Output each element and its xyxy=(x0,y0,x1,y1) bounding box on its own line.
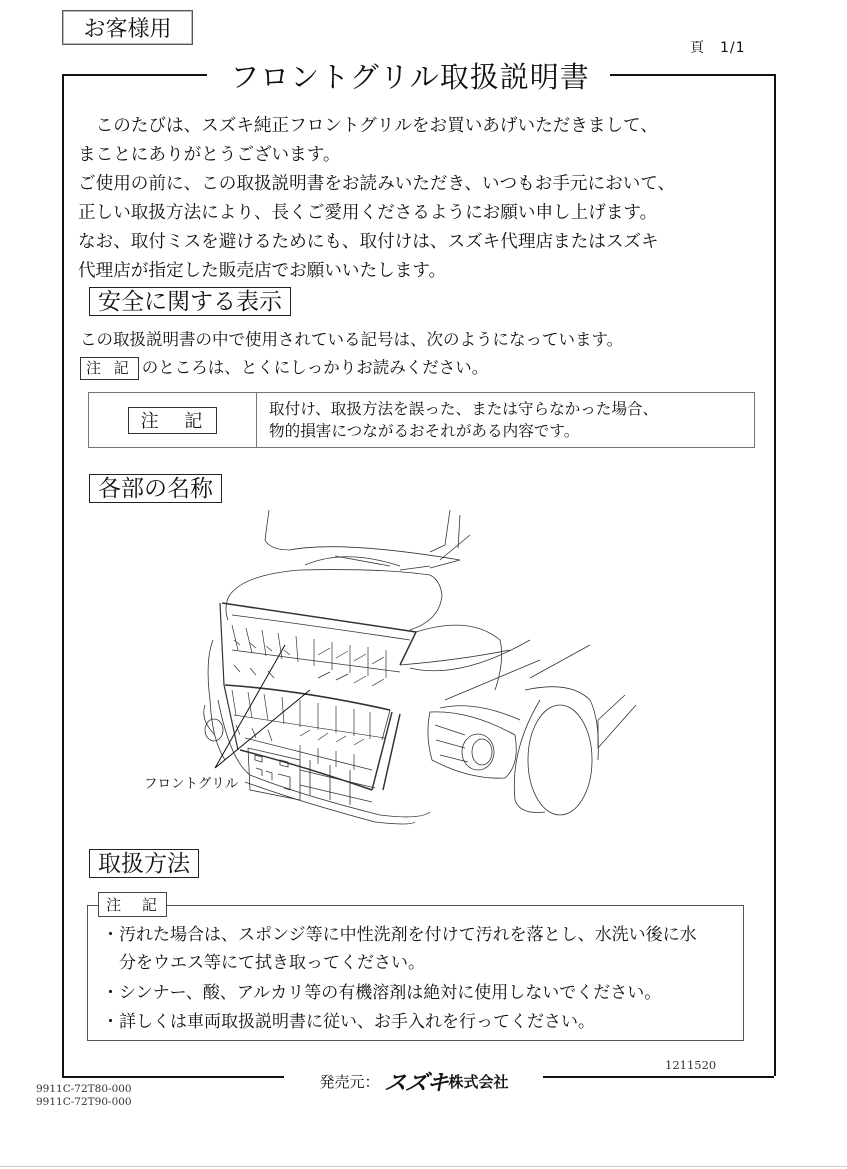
notice-item-continued: 分をウエス等にて拭き取ってください。 xyxy=(102,953,425,973)
suzuki-logo: スズキ xyxy=(383,1071,450,1096)
part-number: 9911C-72T90-000 xyxy=(36,1096,132,1108)
notice-item: ・詳しくは車両取扱説明書に従い、お手入れを行ってください。 xyxy=(102,1012,595,1032)
section-heading-safety: 安全に関する表示 xyxy=(89,287,291,316)
frame-divider xyxy=(543,1076,774,1078)
scan-edge-line xyxy=(0,1166,847,1167)
intro-line: 正しい取扱方法により、長くご愛用くださるようにお願い申し上げます。 xyxy=(78,203,658,223)
document-title: フロントグリル取扱説明書 xyxy=(230,60,590,94)
customer-use-label: お客様用 xyxy=(83,17,172,42)
notice-tag: 注 記 xyxy=(98,892,167,917)
safety-note-instruction xyxy=(80,354,488,380)
frame-divider xyxy=(610,74,774,76)
note-tag: 注 記 xyxy=(80,357,139,380)
section-heading-parts: 各部の名称 xyxy=(89,474,222,503)
note-tag: 注 記 xyxy=(128,407,217,434)
intro-line: このたびは、スズキ純正フロントグリルをお買いあげいただきまして、 xyxy=(78,116,658,136)
front-grille-label: フロントグリル xyxy=(144,776,239,792)
safety-description: この取扱説明書の中で使用されている記号は、次のようになっています。 xyxy=(80,330,624,349)
safety-note-text: のところは、とくにしっかりお読みください。 xyxy=(141,358,489,377)
symbol-legend-table xyxy=(88,392,755,448)
notice-item: ・シンナー、酸、アルカリ等の有機溶剤は絶対に使用しないでください。 xyxy=(102,983,662,1003)
page-number: 頁 1/1 xyxy=(690,40,746,56)
intro-line: なお、取付ミスを避けるためにも、取付けは、スズキ代理店またはスズキ xyxy=(78,232,659,252)
section-heading-handling: 取扱方法 xyxy=(89,849,199,878)
corporation-label: 株式会社 xyxy=(448,1073,509,1091)
intro-line: まことにありがとうございます。 xyxy=(78,145,341,165)
front-grille-illustration xyxy=(150,500,740,830)
publisher-label: 発売元： xyxy=(319,1073,380,1091)
legend-description-line: 取付け、取扱方法を誤った、または守らなかった場合、 xyxy=(269,400,659,418)
intro-line: ご使用の前に、この取扱説明書をお読みいただき、いつもお手元において、 xyxy=(78,174,676,194)
intro-line: 代理店が指定した販売店でお願いいたします。 xyxy=(78,261,447,281)
legend-symbol-cell xyxy=(89,393,257,447)
legend-description-line: 物的損害につながるおそれがある内容です。 xyxy=(269,422,580,440)
publisher xyxy=(290,1066,538,1097)
customer-use-tag xyxy=(62,10,193,45)
frame-divider xyxy=(62,74,207,76)
frame-divider xyxy=(62,1076,284,1078)
part-number: 9911C-72T80-000 xyxy=(36,1083,132,1095)
legend-description-cell xyxy=(257,393,754,447)
document-code: 1211520 xyxy=(665,1058,717,1072)
notice-item: ・汚れた場合は、スポンジ等に中性洗剤を付けて汚れを落とし、水洗い後に水 xyxy=(102,925,697,945)
